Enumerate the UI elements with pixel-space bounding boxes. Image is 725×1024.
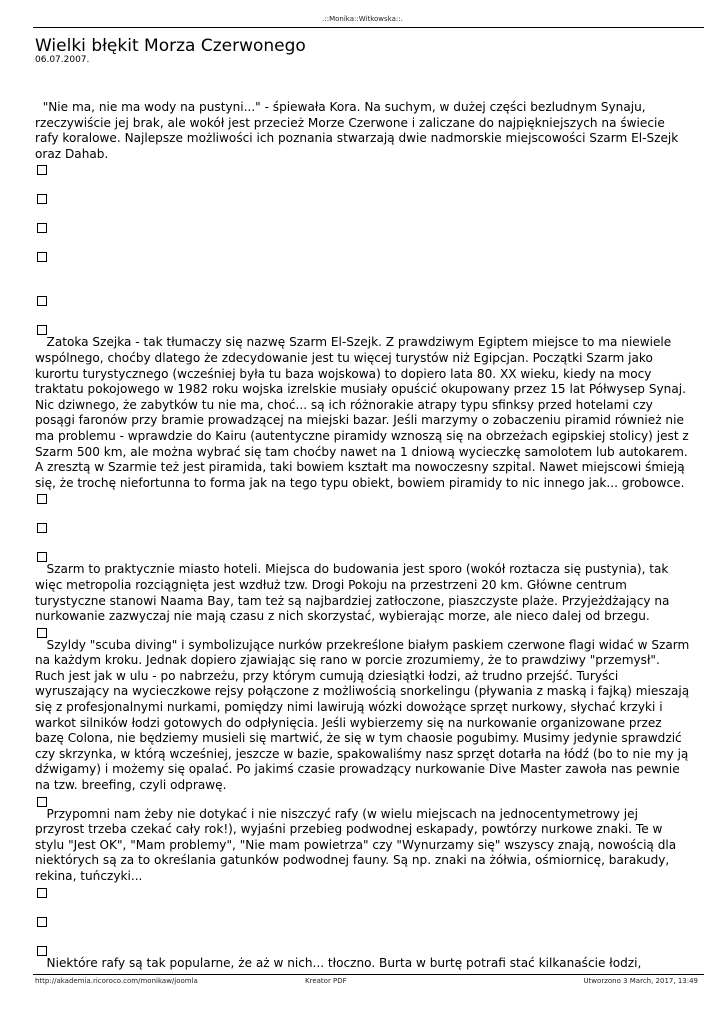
image-placeholder-icon [37,223,47,233]
image-placeholder-icon [37,165,47,175]
footer-url[interactable]: http://akademia.ricoroco.com/monikaw/joomla [35,977,198,985]
image-placeholder-icon [37,552,47,562]
site-name: .::Monika::Witkowska::. [322,15,403,23]
bottom-divider [33,974,704,975]
paragraph: Zatoka Szejka - tak tłumaczy się nazwę Szarm El-Szejk. Z prawdziwym Egiptem miejsce to ma niewiele wspólnego, choćby dlatego że zdecydowanie jest tu więcej turystów niż Egipcjan. Początki Szarm jako kurortu turystycznego (wcześniej była tu baza wojskowa) to dopiero lata 80. XX wieku, kiedy na mocy traktatu pokojowego w 1982 roku wojska izrelskie musiały opuścić okupowany przez 15 lat Półwysep Synaj. Nic dziwnego, że zabytków tu nie ma, choć... są ich różnorakie atrapy typu sfinksy przed hotelami czy posągi faronów przy bramie prowadzącej na miejski bazar. Jeśli marzymy o zobaczeniu piramid również nie ma problemu - wprawdzie do Kairu (autentyczne piramidy wznoszą się na obrzeżach egipskiej stolicy) jest z Szarm 500 km, ale można wybrać się tam choćby nawet na 1 dniową wycieczkę samolotem lub autokarem. A zresztą w Szarmie też jest piramida, taki bowiem kształt ma nowoczesny szpital. Nawet miejscowi śmieją się, że trochę niefortunna to forma jak na tego typu obiekt, bowiem piramidy to nic innego jak... grobowce. [35,335,689,490]
paragraph: Przypomni nam żeby nie dotykać i nie niszczyć rafy (w wielu miejscach na jednocentymetrowy jej przyrost trzeba czekać cały rok!), wyjaśni przebieg podwodnej eskapady, powtórzy nurkowe znaki. Te w stylu "Jest OK", "Mam problemy", "Nie mam powietrza" czy "Wynurzamy się" wszyscy znają, nowością dla niektórych są za to określania gatunków podwodnej fauny. Są np. znaki na żółwia, ośmiornicę, barakudy, rekina, tuńczyki... [35,806,677,883]
footer-created: Utworzono 3 March, 2017, 13:49 [583,977,698,985]
image-placeholder-icon [37,494,47,504]
paragraph: Niektóre rafy są tak popularne, że aż w nich... tłoczno. Burta w burtę potrafi stać kilkanaście łodzi, [35,955,642,970]
image-placeholder-icon [37,946,47,956]
article-body [35,100,690,971]
top-divider [33,27,704,28]
image-placeholder-icon [37,252,47,262]
article-title: Wielki błękit Morza Czerwonego [35,36,306,56]
paragraph: Szyldy "scuba diving" i symbolizujące nurków przekreślone białym paskiem czerwone flagi widać w Szarm na każdym kroku. Jednak dopiero zjawiając się rano w porcie zrozumiemy, że to prawdziwy "przemysł". Ruch jest jak w ulu - po nabrzeżu, przy którym cumują dziesiątki łodzi, aż trudno przejść. Turyści wyruszający na wycieczkowe rejsy połączone z możliwością snorkelingu (pływania z maską i fajką) mieszają się z profesjonalnymi nurkami, pomiędzy nimi lawirują wózki dowożące sprzęt nurkowy, słychać krzyki i warkot silników łodzi gotowych do odpłynięcia. Jeśli wybierzemy się na nurkowanie organizowane przez bazę Colona, nie będziemy musieli się martwić, że się w tym chaosie pogubimy. Musimy jedynie sprawdzić czy skrzynka, w którą wcześniej, jeszcze w bazie, spakowaliśmy nasz sprzęt dotarła na łódź (bo to nie my ją dźwigamy) i możemy się opalać. Po jakimś czasie prowadzący nurkowanie Dive Master zawoła nas pewnie na tzw. breefing, czyli odprawę. [35,637,690,793]
image-placeholder-icon [37,917,47,927]
image-placeholder-icon [37,296,47,306]
image-placeholder-icon [37,797,47,807]
image-placeholder-icon [37,628,47,638]
paragraph: "Nie ma, nie ma wody na pustyni..." - śpiewała Kora. Na suchym, w dużej części bezludnym Synaju, rzeczywiście jej brak, ale wokół jest przecież Morze Czerwone i zaliczane do najpiękniejszych na świecie rafy koralowe. Najlepsze możliwości ich poznania stwarzają dwie nadmorskie miejscowości Szarm El-Szejk oraz Dahab. [35,100,679,161]
paragraph: Szarm to praktycznie miasto hoteli. Miejsca do budowania jest sporo (wokół roztacza się pustynia), tak więc metropolia rozciągnięta jest wzdłuż tzw. Drogi Pokoju na przestrzeni 20 km. Główne centrum turystyczne stanowi Naama Bay, tam też są najbardziej zatłoczone, piaszczyste plaże. Przyjeżdżający na nurkowanie zazwyczaj nie mają czasu z nich skorzystać, wybierając morze, ale nieco dalej od brzegu. [35,562,670,624]
image-placeholder-icon [37,325,47,335]
article-date: 06.07.2007. [35,55,90,65]
image-placeholder-icon [37,523,47,533]
footer-generator: Kreator PDF [305,977,347,985]
image-placeholder-icon [37,888,47,898]
image-placeholder-icon [37,194,47,204]
